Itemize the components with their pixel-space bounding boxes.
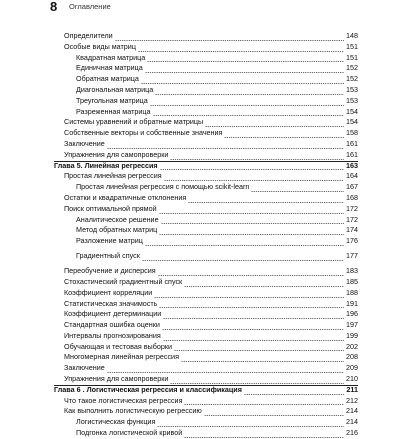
toc-entry[interactable] (54, 107, 358, 118)
dot-leader (188, 193, 344, 204)
toc-entry-page: 151 (346, 52, 358, 62)
toc-entry-page: 197 (346, 320, 358, 330)
toc-entry-page: 183 (346, 266, 358, 276)
toc-entry[interactable] (54, 288, 358, 299)
toc-entry-page: 177 (346, 251, 358, 261)
toc-entry-page: 210 (346, 374, 358, 384)
toc-chapter-entry[interactable] (54, 161, 358, 172)
toc-entry-page: 216 (346, 428, 358, 438)
toc-entry-page: 211 (346, 384, 358, 394)
toc-entry[interactable] (54, 63, 358, 74)
running-header (50, 0, 390, 16)
toc-entry-page: 168 (346, 192, 358, 202)
toc-entry-page: 214 (346, 417, 358, 427)
dot-leader (141, 74, 344, 85)
toc-entry[interactable] (54, 193, 358, 204)
toc-entry-page: 209 (346, 363, 358, 373)
dot-leader (145, 236, 344, 247)
toc-entry-page: 148 (346, 31, 358, 40)
toc-entry[interactable] (54, 96, 358, 107)
toc-entry-title: Упражнения для самопроверки (64, 374, 169, 384)
dot-leader (204, 406, 344, 417)
toc-entry-page: 161 (346, 138, 358, 148)
toc-entry-page: 151 (346, 41, 358, 51)
toc-entry[interactable] (54, 309, 358, 320)
toc-entry[interactable] (54, 251, 358, 262)
dot-leader (155, 85, 344, 96)
toc-entry[interactable] (54, 236, 358, 247)
toc-entry-title: Подгонка логистической кривой (76, 428, 183, 438)
table-of-contents (54, 31, 358, 439)
toc-entry-page: 172 (346, 203, 358, 213)
toc-entry-title: Заключение (64, 363, 105, 373)
toc-entry-title: Как выполнить логистическую регрессию (64, 406, 202, 416)
dot-leader (164, 171, 344, 182)
dot-leader (157, 417, 344, 428)
dot-leader (138, 42, 344, 53)
toc-entry[interactable] (54, 139, 358, 150)
toc-entry[interactable] (54, 53, 358, 64)
toc-entry-title: Интервалы прогнозирования (64, 330, 161, 340)
toc-entry-title: Глава 5. Линейная регрессия (54, 160, 158, 170)
toc-entry[interactable] (54, 171, 358, 182)
toc-entry[interactable] (54, 396, 358, 407)
toc-entry-title: Диагональная матрица (76, 84, 154, 94)
toc-entry-title: Многомерная линейная регрессия (64, 352, 179, 362)
page-number: 8 (50, 0, 58, 14)
toc-entry-page: 199 (346, 330, 358, 340)
toc-entry[interactable] (54, 352, 358, 363)
toc-entry[interactable] (54, 31, 358, 42)
toc-entry-title: Упражнения для самопроверки (64, 149, 169, 159)
dot-leader (154, 288, 344, 299)
running-title: Оглавление (69, 2, 111, 11)
toc-entry[interactable] (54, 417, 358, 428)
toc-entry-title: Логистическая функция (76, 417, 156, 427)
toc-entry-title: Стохастический градиентный спуск (64, 276, 183, 286)
dot-leader (205, 117, 344, 128)
toc-entry[interactable] (54, 85, 358, 96)
toc-entry-page: 174 (346, 225, 358, 235)
toc-entry-page: 152 (346, 74, 358, 84)
toc-entry[interactable] (54, 320, 358, 331)
dot-leader (107, 139, 344, 150)
toc-entry-title: Метод обратных матриц (76, 225, 158, 235)
toc-entry[interactable] (54, 128, 358, 139)
dot-leader (145, 63, 344, 74)
dot-leader (181, 352, 344, 363)
toc-entry[interactable] (54, 74, 358, 85)
toc-entry-page: 185 (346, 276, 358, 286)
toc-entry[interactable] (54, 363, 358, 374)
toc-entry-title: Коэффициент детерминации (64, 309, 162, 319)
toc-entry[interactable] (54, 428, 358, 439)
toc-entry-page: 153 (346, 84, 358, 94)
toc-entry-title: Разреженная матрица (76, 106, 151, 116)
toc-entry-title: Собственные векторы и собственные значения (64, 128, 223, 138)
dot-leader (244, 385, 344, 396)
toc-chapter-entry[interactable] (54, 385, 358, 396)
dot-leader (150, 96, 344, 107)
toc-entry[interactable] (54, 204, 358, 215)
toc-entry-title: Глава 6 . Логистическая регрессия и классификация (54, 384, 242, 394)
toc-entry-title: Простая линейная регрессия (64, 171, 162, 181)
toc-entry[interactable] (54, 277, 358, 288)
toc-entry[interactable] (54, 225, 358, 236)
toc-entry-title: Особые виды матриц (64, 41, 136, 51)
toc-entry-page: 176 (346, 236, 358, 246)
dot-leader (251, 182, 344, 193)
dot-leader (159, 204, 344, 215)
toc-entry-title: Единичная матрица (76, 63, 143, 73)
dot-leader (163, 331, 344, 342)
toc-entry-title: Системы уравнений и обратные матрицы (64, 117, 204, 127)
dot-leader (184, 396, 344, 407)
toc-entry-page: 214 (346, 406, 358, 416)
dot-leader (142, 251, 344, 262)
dot-leader (160, 161, 344, 172)
toc-entry-title: Обучающая и тестовая выборки (64, 341, 172, 351)
toc-entry-page: 152 (346, 63, 358, 73)
dot-leader (161, 215, 344, 226)
toc-entry-title: Простая линейная регрессия с помощью scikit-learn (76, 182, 250, 192)
toc-entry-title: Остатки и квадратичные отклонения (64, 192, 187, 202)
toc-entry-title: Обратная матрица (76, 74, 139, 84)
toc-entry-page: 208 (346, 352, 358, 362)
toc-entry-title: Поиск оптимальной прямой (64, 203, 157, 213)
dot-leader (159, 225, 344, 236)
dot-leader (224, 128, 344, 139)
toc-entry-page: 154 (346, 117, 358, 127)
dot-leader (174, 342, 344, 353)
toc-entry-page: 153 (346, 95, 358, 105)
toc-entry-title: Переобучение и дисперсия (64, 266, 156, 276)
toc-entry[interactable] (54, 42, 358, 53)
toc-entry[interactable] (54, 374, 358, 385)
toc-entry[interactable] (54, 150, 358, 161)
toc-entry-page: 161 (346, 149, 358, 159)
toc-entry-title: Определители (64, 31, 113, 40)
toc-entry-title: Что такое логистическая регрессия (64, 395, 183, 405)
toc-entry[interactable] (54, 342, 358, 353)
toc-entry[interactable] (54, 266, 358, 277)
dot-leader (107, 363, 344, 374)
toc-entry-title: Статистическая значимость (64, 298, 158, 308)
toc-entry-title: Стандартная ошибка оценки (64, 320, 160, 330)
dot-leader (184, 277, 344, 288)
toc-entry[interactable] (54, 215, 358, 226)
dot-leader (159, 299, 344, 310)
toc-entry[interactable] (54, 331, 358, 342)
toc-entry[interactable] (54, 182, 358, 193)
toc-entry-page: 154 (346, 106, 358, 116)
toc-entry-page: 167 (346, 182, 358, 192)
dot-leader (115, 31, 344, 42)
toc-entry-page: 202 (346, 341, 358, 351)
toc-entry-title: Разложение матриц (76, 236, 143, 246)
toc-entry[interactable] (54, 299, 358, 310)
toc-entry-page: 172 (346, 214, 358, 224)
toc-entry-page: 158 (346, 128, 358, 138)
toc-entry-page: 212 (346, 395, 358, 405)
dot-leader (153, 107, 344, 118)
dot-leader (163, 309, 344, 320)
toc-entry-title: Коэффициент корреляции (64, 287, 153, 297)
toc-entry-page: 196 (346, 309, 358, 319)
dot-leader (170, 374, 344, 385)
dot-leader (158, 266, 344, 277)
toc-entry-page: 164 (346, 171, 358, 181)
toc-entry-page: 188 (346, 287, 358, 297)
toc-entry-page: 191 (346, 298, 358, 308)
dot-leader (147, 53, 344, 64)
toc-entry-page: 163 (346, 160, 358, 170)
dot-leader (162, 320, 344, 331)
toc-entry[interactable] (54, 406, 358, 417)
toc-entry-title: Треугольная матрица (76, 95, 148, 105)
dot-leader (184, 428, 344, 439)
toc-entry-title: Заключение (64, 138, 105, 148)
toc-entry[interactable] (54, 117, 358, 128)
dot-leader (170, 150, 344, 161)
toc-entry-title: Аналитическое решение (76, 214, 159, 224)
toc-entry-title: Квадратная матрица (76, 52, 146, 62)
toc-entry-title: Градиентный спуск (76, 251, 140, 261)
